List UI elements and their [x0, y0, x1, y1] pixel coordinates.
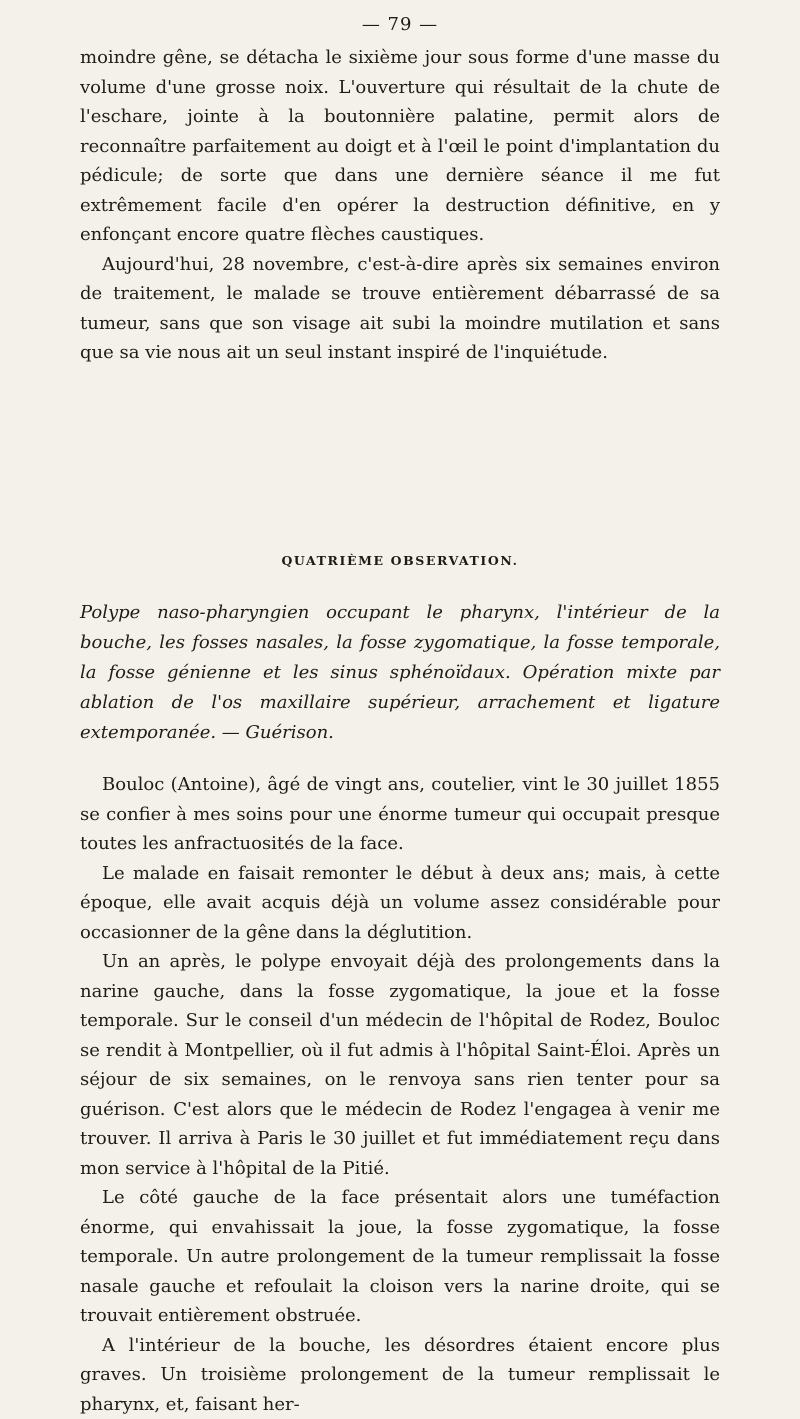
continuation-text — [80, 43, 720, 368]
paragraph-continuation-2: Aujourd'hui, 28 novembre, c'est-à-dire après six semaines environ de traitement, le malade se trouve entièrement débarrassé de sa tumeur, sans que son visage ait subi la moindre mutilation et sans que sa vie nous ait un seul instant inspiré de l'inquiétude. — [80, 250, 720, 368]
paragraph-continuation-1: moindre gêne, se détacha le sixième jour sous forme d'une masse du volume d'une grosse noix. L'ouverture qui résultait de la chute de l'eschare, jointe à la boutonnière palatine, permit alors de reconnaître parfaitement au doigt et à l'œil le point d'implantation du pédicule; de sorte que dans une dernière séance il me fut extrêmement facile d'en opérer la destruction définitive, en y enfonçant encore quatre flèches caustiques. — [80, 43, 720, 250]
paragraph-body-2: Le malade en faisait remonter le début à deux ans; mais, à cette époque, elle avait acquis déjà un volume assez considérable pour occasionner de la gêne dans la déglutition. — [80, 859, 720, 948]
section-title: QUATRIÈME OBSERVATION. — [0, 553, 800, 568]
page-number: — 79 — — [0, 14, 800, 35]
paragraph-body-4: Le côté gauche de la face présentait alors une tuméfaction énorme, qui envahissait la joue, la fosse zygomatique, la fosse temporale. Un autre prolongement de la tumeur remplissait la fosse nasale gauche et refoulait la cloison vers la narine droite, qui se trouvait entièrement obstruée. — [80, 1183, 720, 1331]
observation-summary: Polype naso-pharyngien occupant le pharynx, l'intérieur de la bouche, les fosses nasales, la fosse zygomatique, la fosse temporale, la fosse génienne et les sinus sphénoïdaux. Opération mixte par ablation de l'os maxillaire supérieur, arrachement et ligature extemporanée. — Guérison. — [80, 598, 720, 748]
paragraph-body-5: A l'intérieur de la bouche, les désordres étaient encore plus graves. Un troisième prolongement de la tumeur remplissait le pharynx, et, faisant her- — [80, 1331, 720, 1419]
paragraph-body-3: Un an après, le polype envoyait déjà des prolongements dans la narine gauche, dans la fosse zygomatique, la joue et la fosse temporale. Sur le conseil d'un médecin de l'hôpital de Rodez, Bouloc se rendit à Montpellier, où il fut admis à l'hôpital Saint-Éloi. Après un séjour de six semaines, on le renvoya sans rien tenter pour sa guérison. C'est alors que le médecin de Rodez l'engagea à venir me trouver. Il arriva à Paris le 30 juillet et fut immédiatement reçu dans mon service à l'hôpital de la Pitié. — [80, 947, 720, 1183]
observation-body — [80, 770, 720, 1419]
paragraph-body-1: Bouloc (Antoine), âgé de vingt ans, coutelier, vint le 30 juillet 1855 se confier à mes soins pour une énorme tumeur qui occupait presque toutes les anfractuosités de la face. — [80, 770, 720, 859]
